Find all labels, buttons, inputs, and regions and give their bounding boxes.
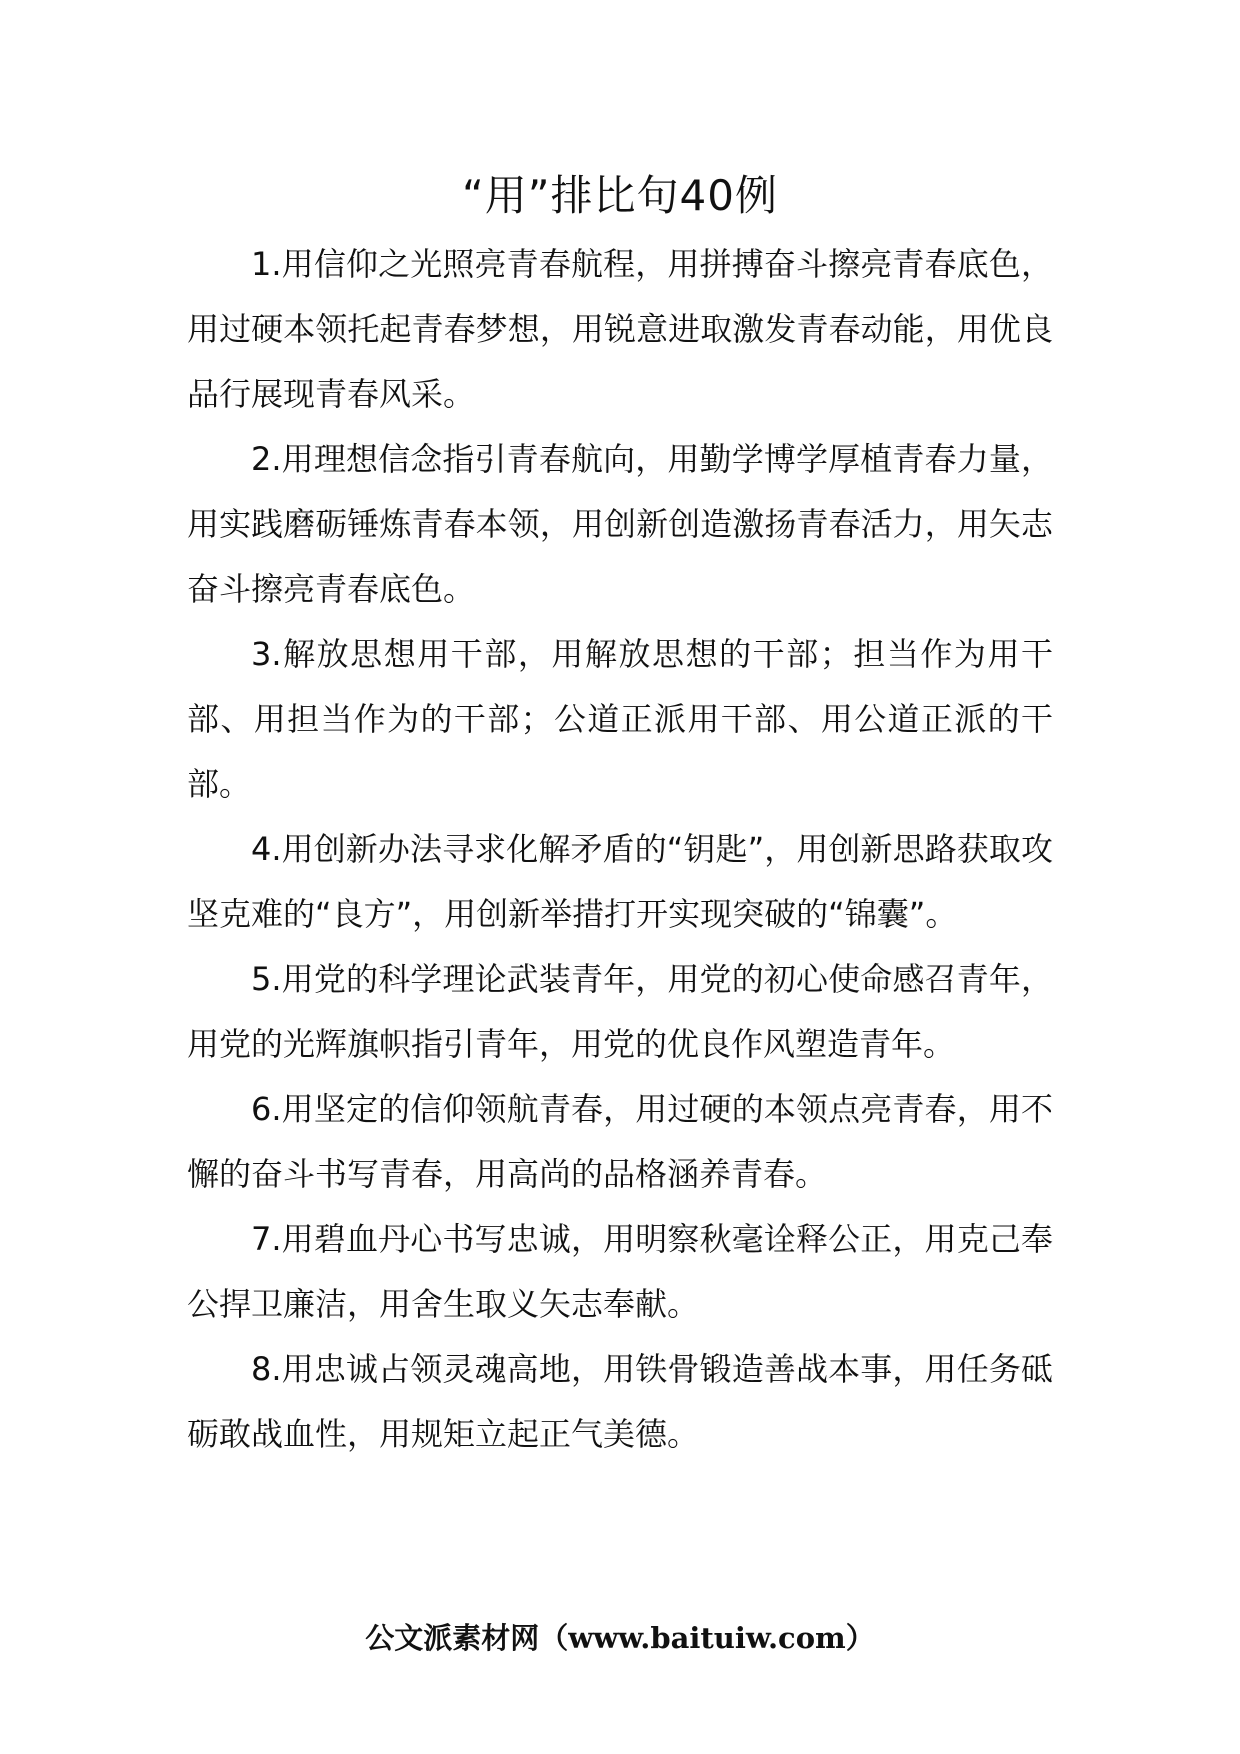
paragraph-7: 7.用碧血丹心书写忠诚，用明察秋毫诠释公正，用克己奉公捍卫廉洁，用舍生取义矢志奉献。 [187, 1220, 1053, 1323]
footer-source: 公文派素材网（www.baituiw.com） [365, 1621, 875, 1655]
paragraph-4: 4.用创新办法寻求化解矛盾的“钥匙”，用创新思路获取攻坚克难的“良方”，用创新举措打开实现突破的“锦囊”。 [187, 830, 1053, 933]
paragraph-8: 8.用忠诚占领灵魂高地，用铁骨锻造善战本事，用任务砥砺敢战血性，用规矩立起正气美德。 [187, 1350, 1053, 1453]
paragraph-3: 3.解放思想用干部，用解放思想的干部；担当作为用干部、用担当作为的干部；公道正派用干部、用公道正派的干部。 [187, 635, 1053, 803]
paragraph-6: 6.用坚定的信仰领航青春，用过硬的本领点亮青春，用不懈的奋斗书写青春，用高尚的品格涵养青春。 [187, 1090, 1053, 1193]
document-title: “用”排比句40例 [462, 171, 778, 220]
paragraph-2: 2.用理想信念指引青春航向，用勤学博学厚植青春力量，用实践磨砺锤炼青春本领，用创新创造激扬青春活力，用矢志奋斗擦亮青春底色。 [187, 440, 1053, 608]
document-body [187, 232, 1053, 1467]
paragraph-5: 5.用党的科学理论武装青年，用党的初心使命感召青年，用党的光辉旗帜指引青年，用党的优良作风塑造青年。 [187, 960, 1053, 1063]
paragraph-1: 1.用信仰之光照亮青春航程，用拼搏奋斗擦亮青春底色，用过硬本领托起青春梦想，用锐意进取激发青春动能，用优良品行展现青春风采。 [187, 245, 1053, 413]
